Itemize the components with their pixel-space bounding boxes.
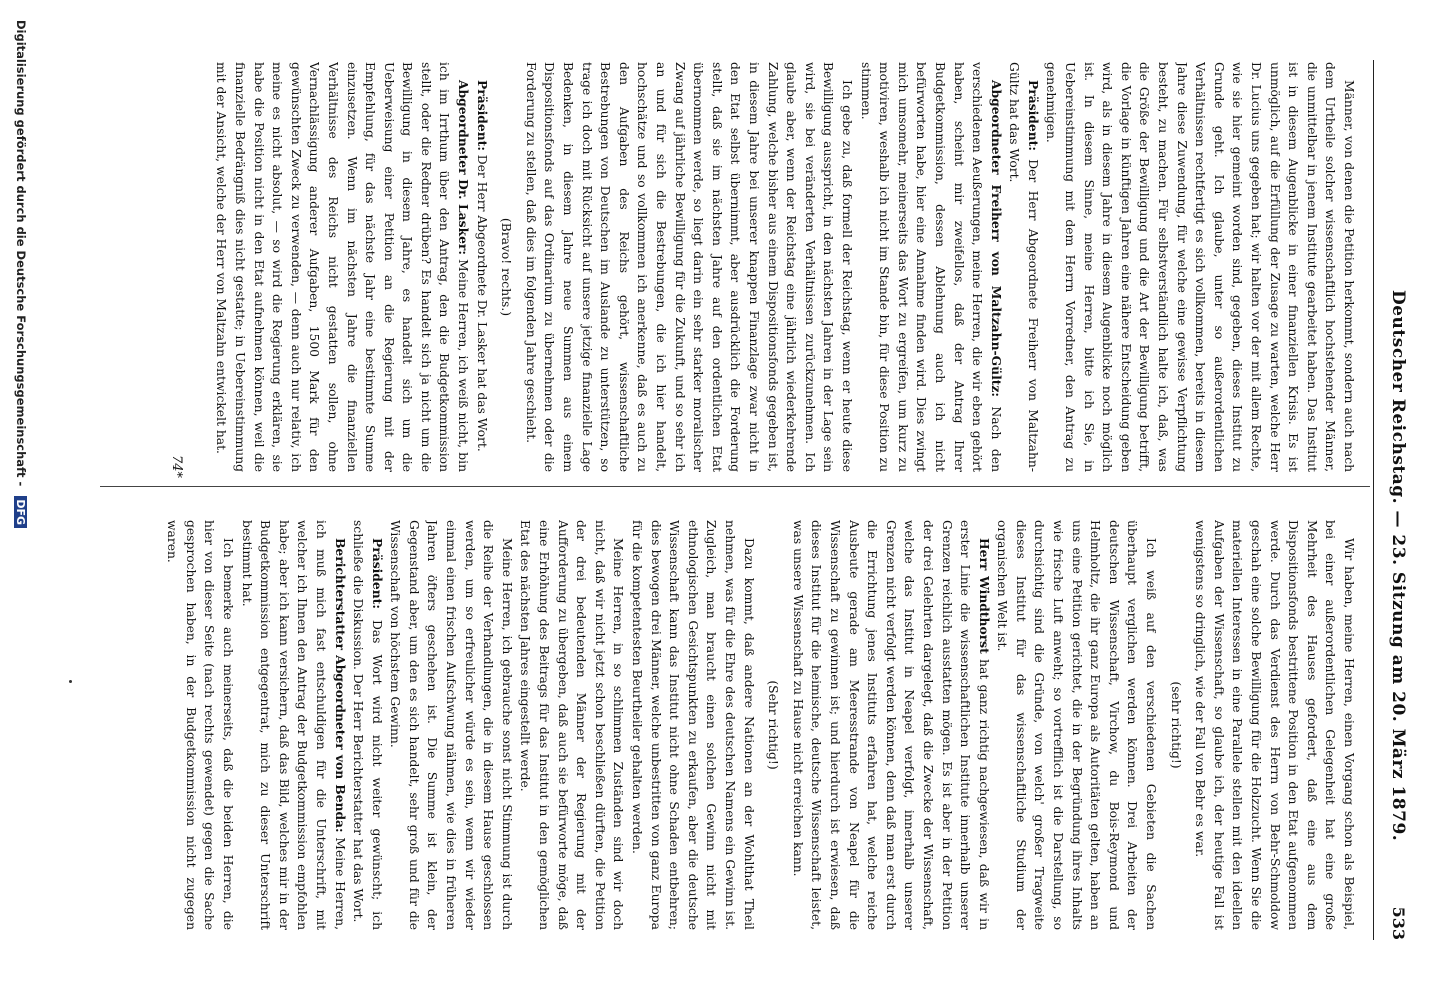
column-divider bbox=[100, 486, 1370, 487]
interjection bbox=[497, 62, 516, 472]
paragraph-text: Meine Herren, in so schlimmen Zuständen sind wir doch nicht, daß wir nicht jetzt schon beschließen dürften, die Petition der drei bedeutenden Männer der Regierung mit der Aufforderung zu übergeben, daß auch sie befürworte möge, daß eine Erhöhung des Beitrags für das Institut in den gemöglichen Etat des nächsten Jahres eingestellt werde. bbox=[518, 520, 626, 930]
digitization-credit bbox=[14, 20, 28, 528]
speaker-name: Abgeordneter Dr. Lasker: bbox=[456, 80, 472, 255]
digitization-credit-text: Digitalisierung gefördert durch die Deutsche Forschungsgemeinschaft - bbox=[14, 20, 28, 487]
interjection bbox=[1166, 520, 1185, 930]
page-header-title: Deutscher Reichstag. — 23. Sitzung am 20. März 1879. bbox=[1388, 290, 1408, 842]
header-rule bbox=[1373, 60, 1374, 940]
paragraph-text: Der Herr Abgeordnete Dr. Lasker hat das Wort. bbox=[474, 154, 489, 452]
paragraph bbox=[788, 520, 993, 930]
paragraph-text: Wir haben, meine Herren, einen Vorgang schon als Beispiel, bei einer außerordentlichen Gelegenheit hat eine große Mehrheit des Hauses gefordert, daß eine aus dem Dispositionsfonds bestrittene Position in den Etat aufgenommen werde. Durch das Verdienst des Herrn von Behr-Schmoldow geschah eine solche Bewilligung für die Holzzucht. Wenn Sie die materiellen Interessen in eine Parallele stellen mit den ideellen Aufgaben der Wissenschaft, so glaube ich, der heutige Fall ist wenigstens so dringlich, wie der Fall von Behr es war. bbox=[1193, 520, 1356, 930]
paragraph bbox=[627, 520, 757, 930]
interjection bbox=[764, 520, 783, 930]
paragraph-text: Das Wort wird nicht weiter gewünscht; ich schließe die Diskussion. Der Herr Berichterstatter hat das Wort. bbox=[351, 520, 384, 930]
paragraph-text: Dazu kommt, daß andere Nationen an der Wohlthat Theil nehmen, was für die Ehre des deutschen Namens ein Gewinn ist. Zugleich, man braucht einen solchen Gewinn nicht mit ethnologischen Gesichtspunkten zu erkaufen, aber die deutsche Wissenschaft kann das Institut nicht ohne Schaden entbehren; dies bewogen drei Männer, welche unbestritten von ganz Europa für die kompetentesten Beurtheiler gehalten werden. bbox=[630, 520, 756, 930]
paragraph bbox=[1005, 62, 1042, 472]
paragraph-text: Ich weiß auf den verschiedenen Gebieten die Sachen überhaupt verglichen werden können. Drei Arbeiten der deutschen Wissenschaft, Virchow, du Bois-Reymond und Helmholtz, die ihr ganz Europa als Autoritäten gelten, haben an uns eine Petition gerichtet, die in der Begründung ihres Inhalts wie frische Luft anweht; so vortrefflich ist die Darstellung, so durchsichtig sind die Gründe, von welch' großer Tragweite dieses Institut für das wissenschaftliche Studium der organischen Welt ist. bbox=[995, 520, 1159, 930]
paragraph-text: Der Herr Abgeordnete Freiherr von Maltzahn-Gültz hat das Wort. bbox=[1007, 62, 1040, 472]
paragraph-text: Ich bemerke auch meinerseits, daß die beiden Herren, die hier von dieser Seite (nach rechts gewendet) gegen die Sache gesprochen haben, in der Budgetkommission nicht zugegen waren. bbox=[165, 520, 235, 930]
paragraph bbox=[212, 62, 472, 472]
paragraph bbox=[386, 520, 516, 930]
speaker-name: Präsident: bbox=[369, 538, 385, 609]
paragraph-text: (Bravo! rechts.) bbox=[499, 217, 514, 317]
paragraph-text: (Sehr richtig!) bbox=[766, 680, 781, 770]
page-header bbox=[1382, 60, 1412, 970]
ink-speck bbox=[69, 680, 72, 683]
paragraph-text: Meine Herren, ich muß mich fast entschuldigen für die Unterschrift, mit welcher ich Ihnen den Antrag der Budgetkommission empfohlen habe; aber ich kann versichern, daß das Bild, welches mir in der Budgetkommission entgegentrat, mich zu dieser Unterschrift bestimmt hat. bbox=[239, 520, 347, 930]
paragraph-text: hat ganz richtig nachgewiesen, daß wir in erster Linie die wissenschaftlichen Institute innerhalb unserer Grenzen reichlich ausstatten mögen. Es ist aber in der Petition der drei Gelehrten dargelegt, daß die Zwecke der Wissenschaft, welche das Institut in Neapel verfolgt, innerhalb unserer Grenzen nicht verfolgt werden können, denn daß man erst durch die Errichtung jenes Instituts erfahren hat, welche reiche Ausbeute gerade am Meeresstrande von Neapel für die Wissenschaft zu gewinnen ist; und hierdurch ist erwiesen, daß dieses Institut für die heimische, deutsche Wissenschaft leistet, was unsere Wissenschaft zu Hause nicht erreichen kann. bbox=[790, 520, 991, 930]
paragraph-text: Meine Herren, ich gebrauche sonst nicht Stimmung ist durch die Reihe der Verhandlungen, die in diesem Hause geschlossen werden, um so erfreulicher würde es sein, wenn wir wieder einmal einen frischen Aufschwung nähmen, wie dies in früheren Jahren öfters geschehen ist. Die Summe ist klein, der Gegenstand aber, um den es sich handelt, sehr groß und für die Wissenschaft von höchstem Gewinn. bbox=[388, 520, 514, 930]
left-column bbox=[98, 62, 1358, 472]
speaker-name: Abgeordneter Freiherr von Maltzahn-Gültz: bbox=[988, 80, 1004, 397]
speaker-name: Berichterstatter Abgeordneter von Benda: bbox=[332, 538, 348, 833]
paragraph-text: (sehr richtig!) bbox=[1168, 681, 1183, 769]
speaker-name: Herr Windthorst bbox=[976, 538, 992, 654]
paragraph bbox=[1191, 520, 1358, 930]
paragraph-text: Nach den verschiedenen Aeußerungen, meine Herren, die wir eben gehört haben, scheint mir zweifellos, daß der Antrag Ihrer Budgetkommission, dessen Ablehnung auch ich nicht befürworten habe, hier eine Annahme finden wird. Dies zwingt mich umsomehr, meinerseits das Wort zu ergreifen, um kurz zu motiviren, weshalb ich nicht im Stande bin, für diese Position zu stimmen. bbox=[858, 62, 1003, 472]
signature-mark: 74* bbox=[169, 455, 184, 479]
paragraph bbox=[516, 520, 628, 930]
paragraph bbox=[521, 62, 856, 472]
paragraph-text: Ich gebe zu, daß formell der Reichstag, wenn er heute diese Bewilligung ausspricht, in den nächsten Jahren in der Lage sein wird, sie bei veränderten Verhältnissen zurückzunehmen. Ich glaube aber, wenn der Reichstag eine jährlich wiederkehrende Zahlung, welche bisher aus einem Dispositionsfonds gegeben ist, in diesem Jahre bei unserer knappen Finanzlage zwar nicht in den Etat selbst übernimmt, aber ausdrücklich die Forderung stellt, daß sie im nächsten Jahre auf den ordentlichen Etat übernommen werde, so liegt darin ein sehr starker moralischer Zwang auf jährliche Bewilligung für die Zukunft, und so sehr ich an und für sich die Bestrebungen, die ich hier handelt, hochschätze und so vollkommen ich anerkenne, daß es auch zu den Aufgaben des Reichs gehört, wissenschaftliche Bestrebungen von Deutschen im Auslande zu unterstützen, so trage ich doch mit Rücksicht auf unsere jetzige finanzielle Lage Bedenken, in diesem Jahre neue Summen aus einem Dispositionsfonds auf das Ordinarium zu übernehmen oder die Forderung zu stellen, daß dies im folgenden Jahre geschieht. bbox=[523, 62, 854, 472]
paragraph bbox=[349, 520, 386, 930]
paragraph bbox=[993, 520, 1160, 930]
speaker-name: Präsident: bbox=[1025, 80, 1041, 151]
paragraph-text: Männer, von denen die Petition herkommt, sondern auch nach dem Urtheile solcher wissenschaftlich hochstehender Männer, die unmittelbar in jenem Institute gearbeitet haben. Das Institut ist in diesem Augenblicke in einer finanziellen Krisis. Es ist unmöglich, auf die Erfüllung der Zusage zu warten, welche Herr Dr. Lucius uns gegeben hat; wir halten vor der mit allem Rechte, wie sie hier gemeint worden sind, gegeben, dieses Institut zu Grunde geht. Ich glaube, unter so außerordentlichen Verhältnissen rechtfertigt es sich vollkommen, bereits in diesem Jahre diese Zuwendung, für welche eine gewisse Verpflichtung besteht, zu machen. Für selbstverständlich halte ich, daß, was die Größe der Bewilligung und die Art der Bewilligung betrifft, die Vorlage in künftigen Jahren eine nähere Entscheidung geben wird, als in diesem Jahre in diesem Augenblicke noch möglich ist. In diesem Sinne, meine Herren, bitte ich Sie, in Uebereinstimmung mit dem Herrn Vorredner, den Antrag zu genehmigen. bbox=[1044, 62, 1356, 472]
paragraph bbox=[1042, 62, 1358, 472]
speaker-name: Präsident: bbox=[474, 80, 490, 151]
paragraph bbox=[856, 62, 1005, 472]
paragraph-text: Meine Herren, ich weiß nicht, bin ich im Irrthum über den Antrag, den die Budgetkommission stellt, oder die Redner drüben? Es handelt sich ja nicht um die Bewilligung in diesem Jahre, es handelt sich um die Ueberweisung einer Petition an die Regierung mit der Empfehlung, für das nächste Jahr eine bestimmte Summe einzusetzen. Wenn im nächsten Jahre die finanziellen Verhältnisse des Reichs nicht gestatten sollen, ohne Vernachlässigung anderer Aufgaben, 1500 Mark für den gewünschten Zweck zu verwenden, — denn auch nur relativ, ich meine es nicht absolut, — so wird die Regierung erklären, sie habe die Position nicht in den Etat aufnehmen können, weil die finanzielle Bedrängniß dies nicht gestatte; in Uebereinstimmung mit der Ansicht, welche der Herr von Maltzahn entwickelt hat. bbox=[214, 62, 471, 472]
right-column bbox=[98, 520, 1358, 930]
page-number: 533 bbox=[1389, 906, 1408, 940]
dfg-logo: DFG bbox=[14, 496, 27, 528]
paragraph bbox=[472, 62, 491, 472]
paragraph bbox=[237, 520, 349, 930]
paragraph bbox=[163, 520, 237, 930]
